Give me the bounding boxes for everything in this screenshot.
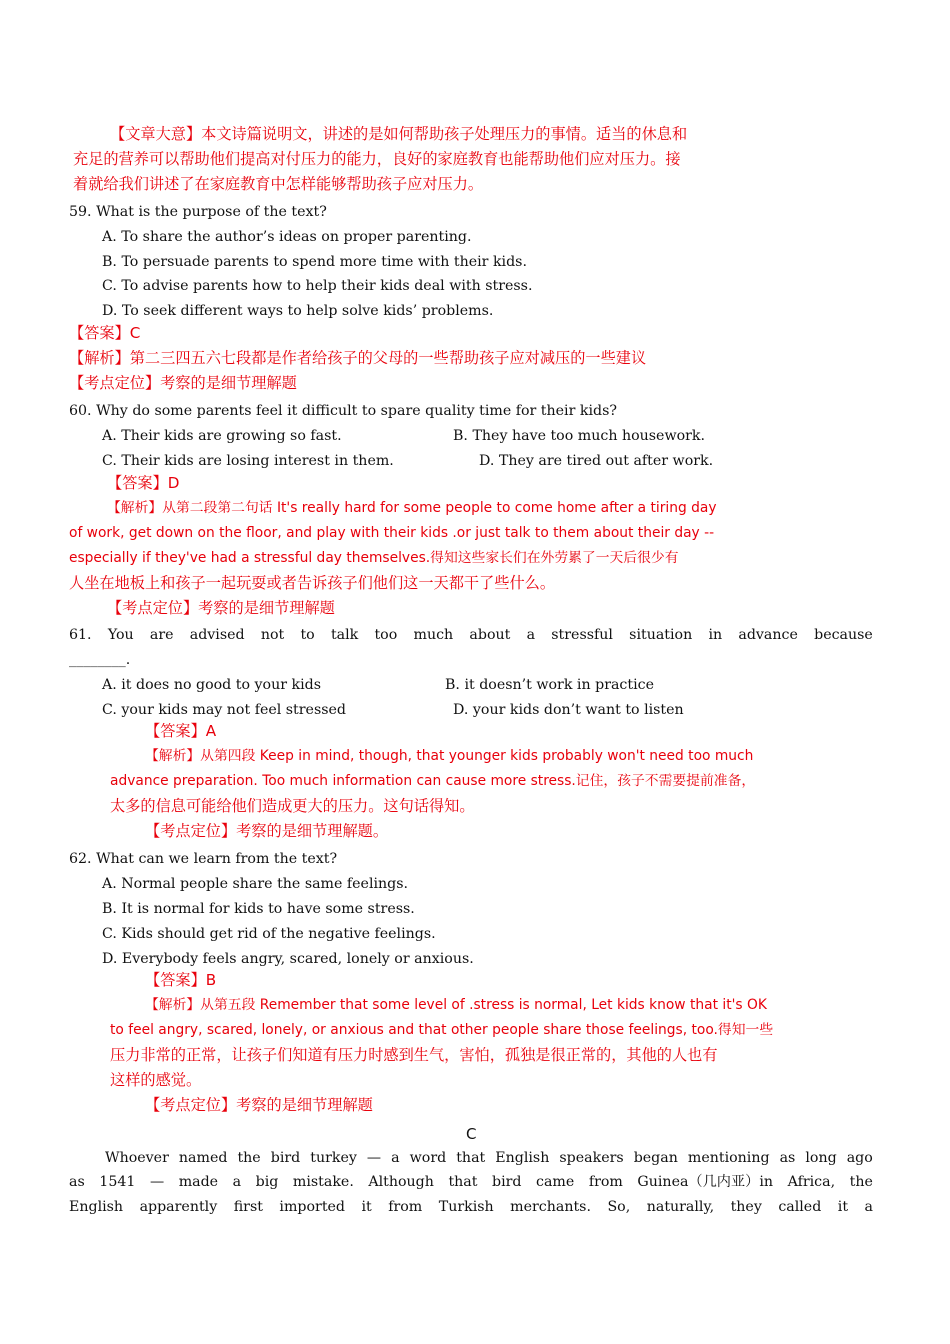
q61-analysis-1: 【解析】从第四段 Keep in mind, though, that younger kids probably won't need too much bbox=[145, 748, 754, 764]
q62-analysis-4: 这样的感觉。 bbox=[110, 1071, 202, 1089]
q62-analysis-3: 压力非常的正常，让孩子们知道有压力时感到生气，害怕，孤独是很正常的，其他的人也有 bbox=[110, 1046, 718, 1064]
q62-option-b: B. It is normal for kids to have some stress. bbox=[102, 901, 415, 917]
q60-option-a: A. Their kids are growing so fast. bbox=[102, 428, 342, 444]
q62-option-d: D. Everybody feels angry, scared, lonely or anxious. bbox=[102, 951, 474, 967]
q60-analysis-3: especially if they've had a stressful day themselves.得知这些家长们在外劳累了一天后很少有 bbox=[69, 550, 679, 566]
summary-line-2: 充足的营养可以帮助他们提高对付压力的能力，良好的家庭教育也能帮助他们应对压力。接 bbox=[73, 150, 681, 168]
q60-option-d: D. They are tired out after work. bbox=[479, 453, 714, 469]
q62-point: 【考点定位】考察的是细节理解题 bbox=[145, 1096, 373, 1114]
q60-point: 【考点定位】考察的是细节理解题 bbox=[107, 599, 335, 617]
q60-answer: 【答案】D bbox=[107, 474, 180, 492]
q61-analysis-2: advance preparation. Too much information can cause more stress.记住，孩子不需要提前准备， bbox=[110, 773, 756, 789]
q61-option-c: C. your kids may not feel stressed bbox=[102, 702, 346, 718]
summary-line-3: 着就给我们讲述了在家庭教育中怎样能够帮助孩子应对压力。 bbox=[73, 175, 484, 193]
q60-analysis-2: of work, get down on the floor, and play with their kids .or just talk to them about their day -- bbox=[69, 525, 715, 541]
q61-answer: 【答案】A bbox=[145, 722, 217, 740]
q61-option-d: D. your kids don’t want to listen bbox=[453, 702, 684, 718]
q59-answer: 【答案】C bbox=[69, 324, 141, 342]
q61-point: 【考点定位】考察的是细节理解题。 bbox=[145, 822, 388, 840]
q60-analysis-1: 【解析】从第二段第二句话 It's really hard for some people to come home after a tiring day bbox=[107, 500, 717, 516]
passage-line-1: Whoever named the bird turkey — a word that English speakers began mentioning as long ago bbox=[105, 1150, 873, 1166]
passage-line-3: English apparently first imported it from Turkish merchants. So, naturally, they called it a bbox=[69, 1199, 873, 1215]
q62-analysis-1: 【解析】从第五段 Remember that some level of .stress is normal, Let kids know that it's OK bbox=[145, 997, 767, 1013]
q61-stem: 61. You are advised not to talk too much about a stressful situation in advance because bbox=[69, 627, 873, 643]
q59-point: 【考点定位】考察的是细节理解题 bbox=[69, 374, 297, 392]
q62-stem: 62. What can we learn from the text? bbox=[69, 851, 338, 867]
passage-heading: C bbox=[466, 1125, 477, 1143]
passage-line-2: as 1541 — made a big mistake. Although that bird came from Guinea（几内亚）in Africa, the bbox=[69, 1174, 873, 1190]
q61-option-a: A. it does no good to your kids bbox=[102, 677, 322, 693]
q61-analysis-3: 太多的信息可能给他们造成更大的压力。这句话得知。 bbox=[110, 797, 475, 815]
q62-analysis-2: to feel angry, scared, lonely, or anxious and that other people share those feelings, too.得知一些 bbox=[110, 1022, 774, 1038]
q60-option-c: C. Their kids are losing interest in them. bbox=[102, 453, 394, 469]
q60-option-b: B. They have too much housework. bbox=[453, 428, 706, 444]
q62-option-a: A. Normal people share the same feelings. bbox=[102, 876, 409, 892]
q60-analysis-4: 人坐在地板上和孩子一起玩耍或者告诉孩子们他们这一天都干了些什么。 bbox=[69, 574, 555, 592]
q62-answer: 【答案】B bbox=[145, 971, 217, 989]
q61-blank: ________. bbox=[69, 652, 131, 668]
q59-option-a: A. To share the author’s ideas on proper parenting. bbox=[102, 229, 472, 245]
q59-option-c: C. To advise parents how to help their kids deal with stress. bbox=[102, 278, 533, 294]
q59-option-d: D. To seek different ways to help solve kids’ problems. bbox=[102, 303, 494, 319]
q59-option-b: B. To persuade parents to spend more time with their kids. bbox=[102, 254, 527, 270]
q59-analysis: 【解析】第二三四五六七段都是作者给孩子的父母的一些帮助孩子应对减压的一些建议 bbox=[69, 349, 647, 367]
q62-option-c: C. Kids should get rid of the negative feelings. bbox=[102, 926, 436, 942]
q61-option-b: B. it doesn’t work in practice bbox=[445, 677, 654, 693]
q59-stem: 59. What is the purpose of the text? bbox=[69, 204, 327, 220]
q60-stem: 60. Why do some parents feel it difficult to spare quality time for their kids? bbox=[69, 403, 617, 419]
summary-line-1: 【文章大意】本文诗篇说明文，讲述的是如何帮助孩子处理压力的事情。适当的休息和 bbox=[110, 125, 688, 143]
